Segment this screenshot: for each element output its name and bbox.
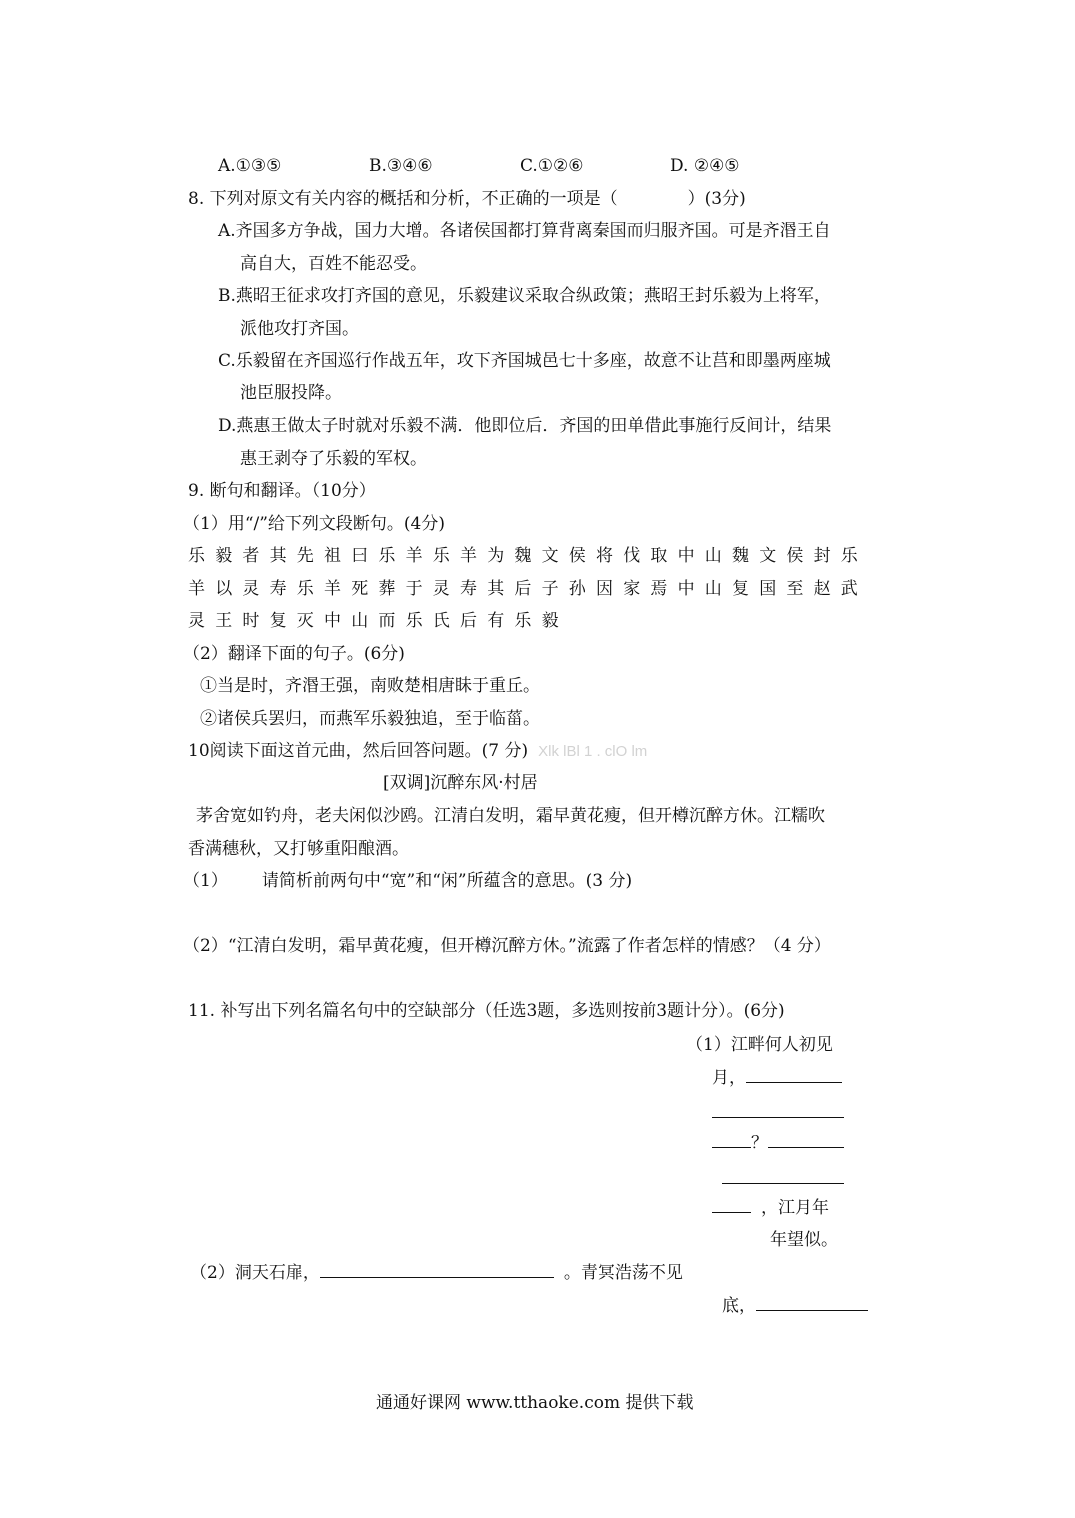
q8-option-d-line1: D.燕惠王做太子时就对乐毅不满．他即位后．齐国的田单借此事施行反间计，结果 (218, 416, 832, 436)
faint-watermark-text: Xlk lBl 1 . clO lm (538, 743, 648, 760)
q11-p2-line1 (190, 1261, 683, 1284)
fill-blank[interactable] (768, 1131, 844, 1148)
q11-p2-text-a: （2）洞天石扉， (190, 1263, 320, 1283)
fill-blank[interactable] (320, 1261, 554, 1278)
q11-stem: 11. 补写出下列名篇名句中的空缺部分（任选3题，多选则按前3题计分）。(6分) (188, 1001, 785, 1021)
q8-option-b-line2: 派他攻打齐国。 (240, 319, 359, 339)
q8-option-d-line2: 惠王剥夺了乐毅的军权。 (240, 449, 427, 469)
q10-stem (188, 740, 647, 763)
q7-option-a: A.①③⑤ (218, 156, 282, 176)
q10-sub2: （2）“江清白发明，霜早黄花瘦，但开樽沉醉方休。”流露了作者怎样的情感？（4 分） (183, 936, 831, 956)
q8-stem-post: ）(3分) (687, 189, 746, 209)
fill-blank[interactable] (756, 1294, 868, 1311)
q11-p2-text-b: 。青冥浩荡不见 (563, 1263, 683, 1283)
q10-poem-line2: 香满穗秋，又打够重阳酿酒。 (188, 839, 409, 859)
q8-option-a-line1: A.齐国多方争战，国力大增。各诸侯国都打算背离秦国而归服齐国。可是齐湣王自 (218, 221, 831, 241)
q9-stem: 9. 断句和翻译。（10分） (188, 481, 376, 501)
q9-sub1: （1）用“/”给下列文段断句。(4分) (183, 514, 446, 534)
q9-passage-line3: 灵王时复灭中山而乐氏后有乐毅 (188, 611, 569, 631)
fill-blank[interactable] (712, 1196, 751, 1213)
fill-blank[interactable] (712, 1101, 844, 1118)
q9-sentence-1: ①当是时，齐湣王强，南败楚相唐眛于重丘。 (200, 676, 540, 696)
q10-poem-title: [双调]沉醉东风·村居 (383, 773, 538, 793)
q8-option-a-line2: 高自大，百姓不能忍受。 (240, 254, 427, 274)
fill-blank[interactable] (722, 1167, 844, 1184)
q11-p1-question-mark: ？ (751, 1133, 768, 1153)
q11-p1-text-moon: 月， (712, 1068, 746, 1088)
q11-p1-text-river: ，江月年 (761, 1198, 829, 1218)
q8-stem (188, 188, 746, 210)
q10-sub1-number: （1） (183, 871, 228, 891)
q11-p1-line1: （1）江畔何人初见 (686, 1035, 833, 1055)
q10-poem-line1: 茅舍宽如钓舟，老夫闲似沙鸥。江清白发明，霜早黄花瘦，但开樽沉醉方休。江糯吹 (196, 806, 825, 826)
q11-p1-line7: 年望似。 (770, 1230, 838, 1250)
q7-option-d: D. ②④⑤ (670, 156, 740, 176)
q7-option-b: B.③④⑥ (369, 156, 433, 176)
q9-sentence-2: ②诸侯兵罢归，而燕军乐毅独追，至于临菑。 (200, 709, 540, 729)
q7-option-c: C.①②⑥ (520, 156, 584, 176)
q11-p1-line4 (712, 1131, 844, 1154)
footer-credit: 通通好课网 www.tthaoke.com 提供下载 (376, 1393, 694, 1413)
q8-stem-pre: 8. 下列对原文有关内容的概括和分析，不正确的一项是（ (188, 189, 618, 209)
q9-passage-line2: 羊以灵寿乐羊死葬于灵寿其后子孙因家焉中山复国至赵武 (188, 579, 868, 599)
q8-option-b-line1: B.燕昭王征求攻打齐国的意见，乐毅建议采取合纵政策；燕昭王封乐毅为上将军， (218, 286, 831, 306)
q9-passage-line1: 乐毅者其先祖曰乐羊乐羊为魏文侯将伐取中山魏文侯封乐 (188, 546, 868, 566)
q11-p1-line6 (712, 1196, 829, 1219)
q10-stem-text: 10阅读下面这首元曲，然后回答问题。(7 分) (188, 741, 529, 761)
q10-sub1-text: 请简析前两句中“宽”和“闲”所蕴含的意思。(3 分) (261, 871, 633, 891)
q11-p2-line2 (722, 1294, 868, 1317)
q8-option-c-line1: C.乐毅留在齐国巡行作战五年，攻下齐国城邑七十多座，故意不让莒和即墨两座城 (218, 351, 831, 371)
q9-sub2: （2）翻译下面的句子。(6分) (183, 644, 405, 664)
q11-p1-line2 (712, 1066, 842, 1089)
fill-blank[interactable] (746, 1066, 842, 1083)
fill-blank[interactable] (712, 1131, 751, 1148)
q10-sub1 (183, 870, 632, 892)
q8-option-c-line2: 池臣服投降。 (240, 383, 342, 403)
q11-p2-text-c: 底， (722, 1296, 756, 1316)
